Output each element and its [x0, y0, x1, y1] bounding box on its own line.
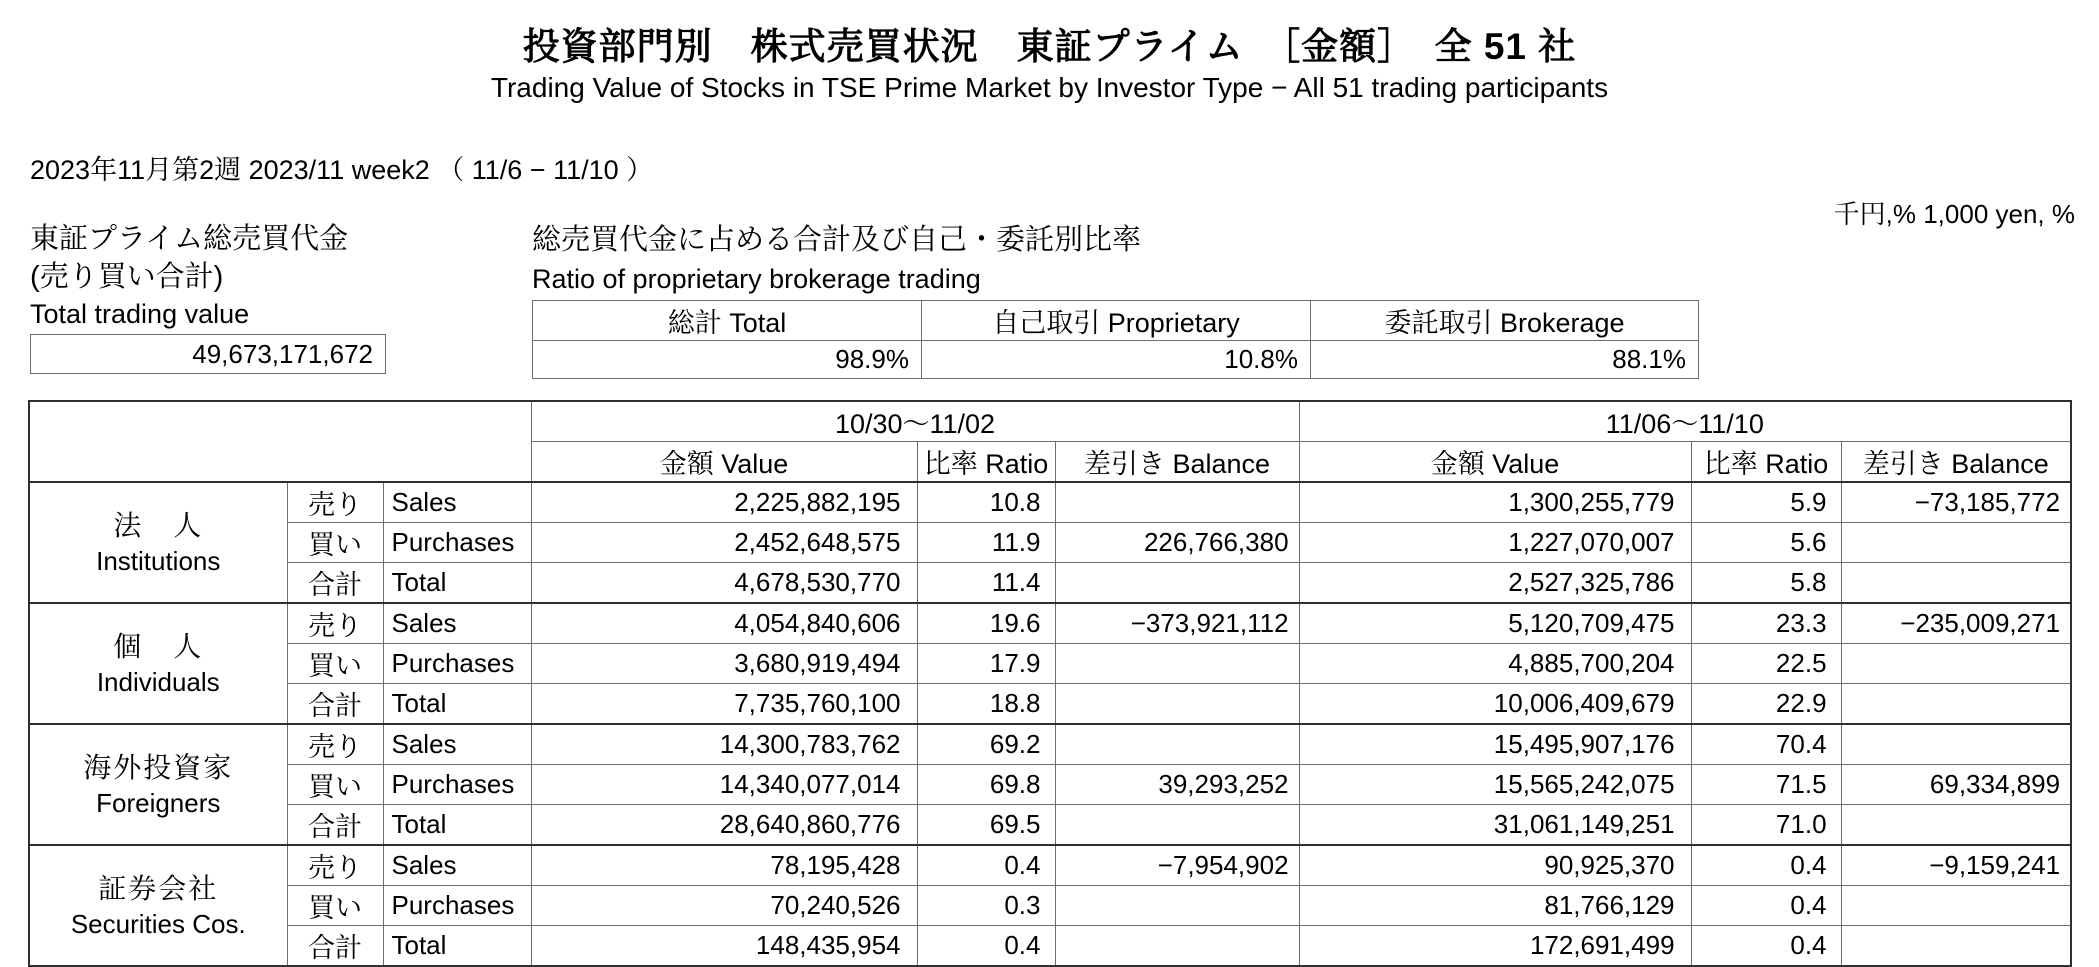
p2-balance-cell	[1841, 926, 2071, 967]
p2-balance-cell	[1841, 563, 2071, 604]
period2-header: 11/06～11/10	[1299, 401, 2071, 442]
trade-type-jp: 合計	[287, 926, 383, 967]
trade-type-en: Total	[383, 684, 531, 725]
p2-ratio-cell: 5.6	[1691, 523, 1841, 563]
p2-value-cell: 1,227,070,007	[1299, 523, 1691, 563]
p2-balance-cell: −73,185,772	[1841, 482, 2071, 523]
trade-type-jp: 合計	[287, 684, 383, 725]
group-name-en: Individuals	[96, 666, 220, 697]
p1-ratio-cell: 0.4	[917, 845, 1055, 886]
trade-type-jp: 合計	[287, 805, 383, 846]
ratio-label-en: Ratio of proprietary brokerage trading	[532, 264, 981, 294]
p1-balance-cell: −7,954,902	[1055, 845, 1299, 886]
p1-ratio-cell: 69.8	[917, 765, 1055, 805]
investor-group-foreigners	[29, 724, 287, 845]
table-row	[29, 724, 2071, 765]
p1-ratio-cell: 69.2	[917, 724, 1055, 765]
ratio-col-header-brokerage: 委託取引 Brokerage	[1311, 301, 1699, 341]
table-row	[29, 644, 2071, 684]
total-value-label-en: Total trading value	[30, 299, 250, 329]
table-row	[29, 805, 2071, 846]
corner-cell	[29, 401, 531, 482]
p2-balance-cell: −9,159,241	[1841, 845, 2071, 886]
p2-value-cell: 10,006,409,679	[1299, 684, 1691, 725]
p1-value-cell: 70,240,526	[531, 886, 917, 926]
p1-balance-cell	[1055, 724, 1299, 765]
trade-type-en: Purchases	[383, 765, 531, 805]
p1-value-cell: 2,452,648,575	[531, 523, 917, 563]
p2-value-cell: 1,300,255,779	[1299, 482, 1691, 523]
p1-ratio-cell: 10.8	[917, 482, 1055, 523]
p2-value-cell: 172,691,499	[1299, 926, 1691, 967]
unit-note: 千円,% 1,000 yen, %	[1833, 199, 2075, 229]
p1-ratio-cell: 19.6	[917, 603, 1055, 644]
trade-type-jp: 売り	[287, 603, 383, 644]
ratio-col-header-proprietary: 自己取引 Proprietary	[922, 301, 1311, 341]
page-title-en: Trading Value of Stocks in TSE Prime Market by Investor Type − All 51 trading participants	[490, 72, 1609, 103]
table-row	[29, 926, 2071, 967]
p1-value-cell: 2,225,882,195	[531, 482, 917, 523]
table-row	[29, 482, 2071, 523]
p2-ratio-cell: 5.8	[1691, 563, 1841, 604]
p2-value-cell: 81,766,129	[1299, 886, 1691, 926]
investor-group-institutions	[29, 482, 287, 603]
trade-type-jp: 売り	[287, 724, 383, 765]
table-row	[29, 765, 2071, 805]
p2-balance-cell	[1841, 724, 2071, 765]
p2-value-cell: 2,527,325,786	[1299, 563, 1691, 604]
p2-ratio-cell: 0.4	[1691, 926, 1841, 967]
p1-balance-cell	[1055, 482, 1299, 523]
p2-ratio-cell: 71.5	[1691, 765, 1841, 805]
p1-ratio-cell: 18.8	[917, 684, 1055, 725]
p2-balance-cell: −235,009,271	[1841, 603, 2071, 644]
p1-value-cell: 4,054,840,606	[531, 603, 917, 644]
table-row	[29, 684, 2071, 725]
p1-balance-cell: 226,766,380	[1055, 523, 1299, 563]
p1-balance-cell	[1055, 563, 1299, 604]
p2-balance-cell	[1841, 523, 2071, 563]
page-title-jp: 投資部門別 株式売買状況 東証プライム ［金額］ 全 51 社	[522, 26, 1577, 67]
p1-balance-cell	[1055, 684, 1299, 725]
p2-balance-cell	[1841, 886, 2071, 926]
trade-type-en: Sales	[383, 845, 531, 886]
ratio-label-jp: 総売買代金に占める合計及び自己・委託別比率	[532, 224, 1142, 256]
group-name-jp: 海外投資家	[83, 751, 234, 783]
p2-ratio-cell: 22.9	[1691, 684, 1841, 725]
p2-value-cell: 31,061,149,251	[1299, 805, 1691, 846]
p1-value-header: 金額 Value	[531, 442, 917, 483]
p2-balance-cell	[1841, 644, 2071, 684]
p2-ratio-cell: 22.5	[1691, 644, 1841, 684]
p1-balance-cell	[1055, 805, 1299, 846]
trade-type-en: Sales	[383, 603, 531, 644]
trade-type-en: Total	[383, 926, 531, 967]
p2-ratio-header: 比率 Ratio	[1691, 442, 1841, 483]
p2-balance-cell	[1841, 684, 2071, 725]
total-value-label-jp2: (売り買い合計)	[30, 261, 224, 293]
p2-ratio-cell: 5.9	[1691, 482, 1841, 523]
period1-header: 10/30～11/02	[531, 401, 1299, 442]
p1-value-cell: 14,300,783,762	[531, 724, 917, 765]
group-name-jp: 証券会社	[98, 872, 219, 904]
p2-value-cell: 4,885,700,204	[1299, 644, 1691, 684]
p1-ratio-cell: 11.4	[917, 563, 1055, 604]
trade-type-jp: 買い	[287, 886, 383, 926]
p2-ratio-cell: 0.4	[1691, 886, 1841, 926]
p2-ratio-cell: 70.4	[1691, 724, 1841, 765]
p1-ratio-cell: 11.9	[917, 523, 1055, 563]
trade-type-en: Total	[383, 805, 531, 846]
trade-type-en: Sales	[383, 482, 531, 523]
trade-type-jp: 売り	[287, 482, 383, 523]
table-row	[29, 523, 2071, 563]
trade-type-jp: 売り	[287, 845, 383, 886]
p1-balance-cell	[1055, 886, 1299, 926]
p1-balance-header: 差引き Balance	[1055, 442, 1299, 483]
p1-ratio-header: 比率 Ratio	[917, 442, 1055, 483]
p1-value-cell: 28,640,860,776	[531, 805, 917, 846]
p2-value-cell: 5,120,709,475	[1299, 603, 1691, 644]
ratio-value-total: 98.9%	[533, 341, 922, 379]
p1-value-cell: 4,678,530,770	[531, 563, 917, 604]
ratio-value-brokerage: 88.1%	[1311, 341, 1699, 379]
investor-type-table	[28, 400, 2072, 967]
p1-value-cell: 14,340,077,014	[531, 765, 917, 805]
ratio-value-proprietary: 10.8%	[922, 341, 1311, 379]
investor-group-securities	[29, 845, 287, 966]
group-name-en: Institutions	[96, 545, 221, 576]
ratio-col-header-total: 総計 Total	[533, 301, 922, 341]
trade-type-en: Purchases	[383, 644, 531, 684]
group-name-jp: 法 人	[113, 509, 204, 541]
p1-value-cell: 78,195,428	[531, 845, 917, 886]
p1-value-cell: 148,435,954	[531, 926, 917, 967]
p2-value-cell: 15,565,242,075	[1299, 765, 1691, 805]
p1-ratio-cell: 0.3	[917, 886, 1055, 926]
table-row	[29, 886, 2071, 926]
p1-ratio-cell: 69.5	[917, 805, 1055, 846]
ratio-table	[532, 300, 1699, 379]
p1-value-cell: 7,735,760,100	[531, 684, 917, 725]
p1-ratio-cell: 17.9	[917, 644, 1055, 684]
group-name-en: Securities Cos.	[70, 908, 246, 939]
p2-ratio-cell: 71.0	[1691, 805, 1841, 846]
period-label: 2023年11月第2週 2023/11 week2 （ 11/6 − 11/10 ）	[30, 155, 654, 185]
p2-balance-header: 差引き Balance	[1841, 442, 2071, 483]
ratio-block	[532, 220, 1698, 379]
total-value-label-jp: 東証プライム総売買代金	[30, 223, 349, 255]
table-row	[29, 845, 2071, 886]
total-trading-value-block	[30, 220, 386, 374]
trade-type-en: Purchases	[383, 886, 531, 926]
investor-group-individuals	[29, 603, 287, 724]
p2-ratio-cell: 0.4	[1691, 845, 1841, 886]
p2-ratio-cell: 23.3	[1691, 603, 1841, 644]
group-name-en: Foreigners	[96, 787, 221, 818]
p2-value-header: 金額 Value	[1299, 442, 1691, 483]
trade-type-en: Sales	[383, 724, 531, 765]
trade-type-jp: 買い	[287, 523, 383, 563]
total-value-box: 49,673,171,672	[30, 334, 386, 374]
p1-value-cell: 3,680,919,494	[531, 644, 917, 684]
trade-type-jp: 買い	[287, 644, 383, 684]
p1-balance-cell	[1055, 644, 1299, 684]
trade-type-en: Purchases	[383, 523, 531, 563]
p1-balance-cell: 39,293,252	[1055, 765, 1299, 805]
table-row	[29, 563, 2071, 604]
trade-type-en: Total	[383, 563, 531, 604]
p1-ratio-cell: 0.4	[917, 926, 1055, 967]
p2-balance-cell	[1841, 805, 2071, 846]
trade-type-jp: 合計	[287, 563, 383, 604]
trade-type-jp: 買い	[287, 765, 383, 805]
p1-balance-cell: −373,921,112	[1055, 603, 1299, 644]
p1-balance-cell	[1055, 926, 1299, 967]
group-name-jp: 個 人	[113, 630, 204, 662]
p2-balance-cell: 69,334,899	[1841, 765, 2071, 805]
p2-value-cell: 90,925,370	[1299, 845, 1691, 886]
p2-value-cell: 15,495,907,176	[1299, 724, 1691, 765]
table-row	[29, 603, 2071, 644]
